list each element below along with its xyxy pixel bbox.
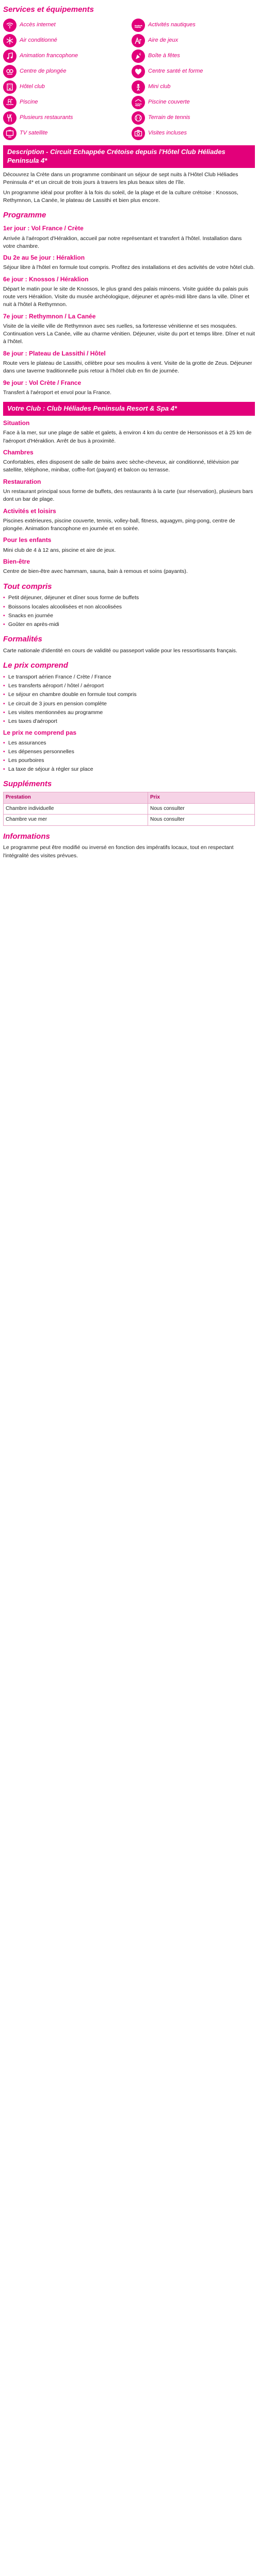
restauration-text: Un restaurant principal sous forme de buffets, des restaurants à la carte (sur réservation), plusieurs bars dont un bar de plage. [3,488,253,503]
diving-icon [3,65,17,78]
service-item [3,127,126,140]
list-item: • Les taxes d'aéroport [3,718,255,725]
service-item [132,34,255,47]
service-item [132,49,255,63]
service-label: Air conditionné [20,37,57,43]
infos-title: Informations [3,832,50,841]
formalites-title: Formalités [3,635,42,644]
service-item [132,127,255,140]
hotel-icon [3,80,17,94]
wifi-icon [3,19,17,32]
service-item [3,19,126,32]
service-label: TV satellite [20,129,48,136]
list-item: • Le transport aérien France / Crète / France [3,673,255,681]
service-label: Accès internet [20,21,56,28]
playground-icon [132,34,145,47]
list-item: • Snacks en journée [3,612,255,620]
service-label: Aire de jeux [148,37,179,43]
day-title: 1er jour : Vol France / Crète [3,225,84,232]
chambres-text: Confortables, elles disposent de salle de bains avec sèche-cheveux, air conditionné, télévision par satellite, téléphone, minibar, coffre-fort (payant) et balcon ou terrasse. [3,459,239,473]
programme-days [3,224,255,397]
service-label: Hôtel club [20,83,45,90]
description-banner: Description - Circuit Echappée Crétoise depuis l'Hôtel Club Héliades Peninsula 4* [3,145,255,168]
list-item: • La taxe de séjour à régler sur place [3,766,255,773]
camera-icon [132,127,145,140]
list-item: • Les assurances [3,739,255,747]
spa-title: Bien-être [3,557,30,565]
table-row [4,815,255,826]
loisirs-text: Piscines extérieures, piscine couverte, tennis, volley-ball, fitness, aquagym, ping-pong, centre de plongée. Animation francophone en journée et en soirée. [3,517,235,532]
service-label: Centre santé et forme [148,67,203,74]
tarifs-title: Le prix comprend [3,661,68,670]
service-item [3,111,126,125]
service-label: Plusieurs restaurants [20,114,73,121]
service-item [132,19,255,32]
tennis-icon [132,111,145,125]
prix-comprend-list [3,673,255,725]
tv-icon [3,127,17,140]
service-label: Visites incluses [148,129,187,136]
loisirs-title: Activités et loisirs [3,507,56,515]
club-banner: Votre Club : Club Héliades Peninsula Resort & Spa 4* [3,402,255,416]
day-text: Route vers le plateau de Lassithi, célèbre pour ses moulins à vent. Visite de la grotte de Zeus. Déjeuner dans une taverne traditionnelle puis retour à l'hôtel club en fin de journée. [3,360,252,375]
enfants-text: Mini club de 4 à 12 ans, piscine et aire de jeux. [3,547,116,553]
page [0,0,258,873]
day-title: 7e jour : Rethymnon / La Canée [3,312,96,320]
service-label: Centre de plongée [20,67,67,74]
service-label: Piscine couverte [148,98,190,105]
fork-icon [3,111,17,125]
heart-icon [132,65,145,78]
list-item: • Le séjour en chambre double en formule tout compris [3,691,255,699]
day-title: 8e jour : Plateau de Lassithi / Hôtel [3,349,106,357]
day-text: Arrivée à l'aéroport d'Héraklion, accueil par notre représentant et transfert à l'hôtel. Installation dans votre chambre. [3,235,242,249]
service-item [3,96,126,109]
child-icon [132,80,145,94]
service-label: Terrain de tennis [148,114,190,121]
service-item [132,96,255,109]
tout-compris-list [3,594,255,629]
chambres-title: Chambres [3,448,34,456]
service-item [3,65,126,78]
table-cell: Chambre vue mer [4,815,148,826]
supplements-title: Suppléments [3,779,52,789]
services-grid [3,19,255,140]
party-icon [132,49,145,63]
service-item [3,80,126,94]
table-cell: Chambre individuelle [4,803,148,815]
service-label: Animation francophone [20,52,78,59]
day-text: Visite de la vieille ville de Rethymnon avec ses ruelles, sa forteresse vénitienne et ses mosquées. Continuation vers La Canée, ville au charme vénitien. Déjeuner, visite du port et temps libre. Dîner et nuit à l'hôtel. [3,323,255,345]
table-cell: Nous consulter [148,803,254,815]
prix-non-compris-title: Le prix ne comprend pas [3,729,77,737]
music-icon [3,49,17,63]
supplements-table [3,792,255,826]
day-title: 6e jour : Knossos / Héraklion [3,275,89,283]
service-item [132,111,255,125]
day-text: Séjour libre à l'hôtel en formule tout compris. Profitez des installations et des activités de votre hôtel club. [3,264,255,271]
table-header: Prix [148,792,254,804]
service-item [3,49,126,63]
enfants-title: Pour les enfants [3,536,52,544]
programme-title: Programme [3,211,46,220]
service-item [3,34,126,47]
wave-icon [132,19,145,32]
formalites-text: Carte nationale d'identité en cours de validité ou passeport valide pour les ressortissants français. [3,647,237,654]
indoor-pool-icon [132,96,145,109]
situation-title: Situation [3,419,30,427]
services-title: Services et équipements [3,5,94,14]
list-item: • Les transferts aéroport / hôtel / aéroport [3,682,255,690]
table-row [4,803,255,815]
intro-paragraph: Un programme idéal pour profiter à la fois du soleil, de la plage et de la culture crétoise : Knossos, Rethymnon, La Canée, le plateau de Lassithi et bien plus encore. [3,189,238,204]
table-cell: Nous consulter [148,815,254,826]
day-title: 9e jour : Vol Crète / France [3,379,82,386]
list-item: • Goûter en après-midi [3,621,255,629]
spa-text: Centre de bien-être avec hammam, sauna, bain à remous et soins (payants). [3,568,188,575]
service-label: Activités nautiques [148,21,196,28]
service-item [132,65,255,78]
list-item: • Les visites mentionnées au programme [3,709,255,717]
day-text: Départ le matin pour le site de Knossos, le plus grand des palais minoens. Visite guidée du palais puis route vers Héraklion. Visite du musée archéologique, déjeuner et après-midi libre dans la ville. Dîner et nuit à l'hôtel à Rethymnon. [3,285,250,308]
list-item: • Boissons locales alcoolisées et non alcoolisées [3,603,255,611]
list-item: • Petit déjeuner, déjeuner et dîner sous forme de buffets [3,594,255,602]
service-label: Piscine [20,98,38,105]
intro-paragraph: Découvrez la Crète dans un programme combinant un séjour de sept nuits à l'Hôtel Club Héliades Peninsula 4* et un circuit de trois jours à travers les plus beaux sites de l'île. [3,171,238,185]
pool-icon [3,96,17,109]
day-title: Du 2e au 5e jour : Héraklion [3,253,85,261]
table-header: Prestation [4,792,148,804]
infos-text: Le programme peut être modifié ou inversé en fonction des impératifs locaux, tout en respectant l'intégralité des visites prévues. [3,844,234,859]
list-item: • Les pourboires [3,757,255,765]
tout-compris-title: Tout compris [3,582,52,591]
snowflake-icon [3,34,17,47]
list-item: • Le circuit de 3 jours en pension complète [3,700,255,708]
list-item: • Les dépenses personnelles [3,748,255,756]
service-item [132,80,255,94]
service-label: Mini club [148,83,171,90]
day-text: Transfert à l'aéroport et envol pour la France. [3,389,111,396]
restauration-title: Restauration [3,478,41,485]
situation-text: Face à la mer, sur une plage de sable et galets, à environ 4 km du centre de Hersonissos et à 25 km de l'aéroport d'Héraklion. Arrêt de bus à proximité. [3,430,252,444]
service-label: Boîte à fêtes [148,52,180,59]
prix-non-compris-list [3,739,255,774]
